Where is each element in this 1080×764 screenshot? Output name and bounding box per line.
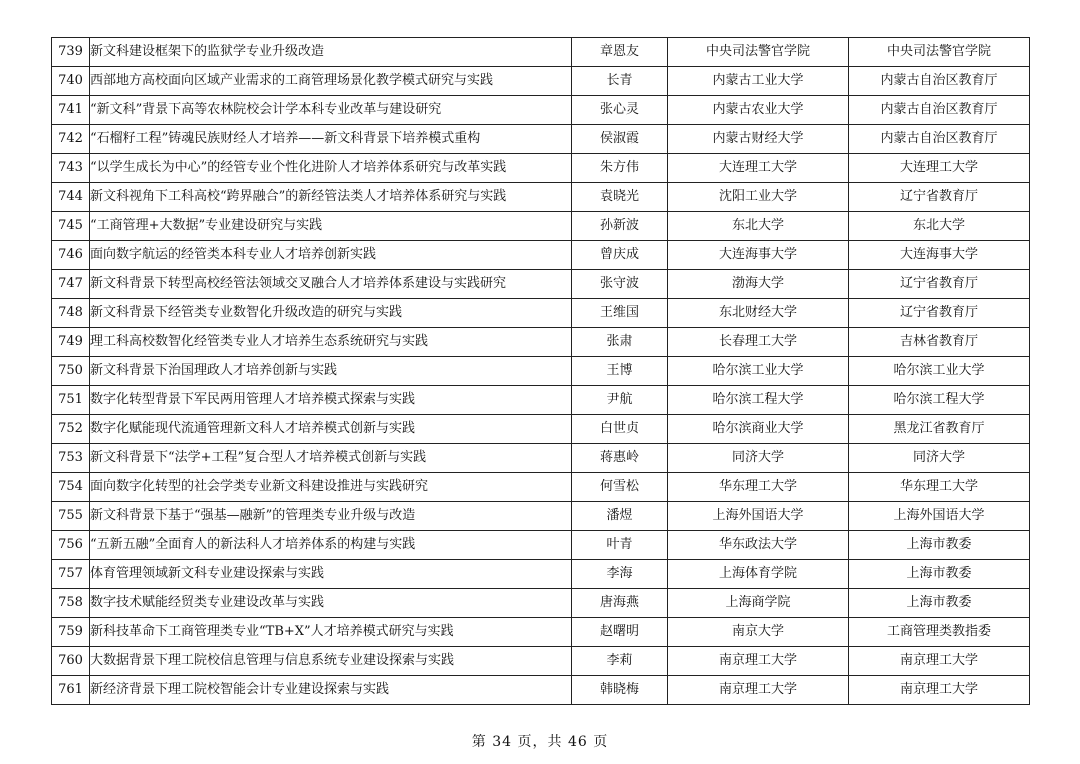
- project-number: 758: [52, 589, 90, 618]
- project-number: 740: [52, 67, 90, 96]
- table-row: [52, 415, 1030, 444]
- project-leader: 袁晓光: [572, 183, 668, 212]
- project-number: 744: [52, 183, 90, 212]
- table-row: [52, 299, 1030, 328]
- school-name: 东北财经大学: [668, 299, 849, 328]
- project-title: 数字化赋能现代流通管理新文科人才培养模式创新与实践: [90, 415, 572, 444]
- table-row: [52, 67, 1030, 96]
- project-title: 新文科背景下基于“强基—融新”的管理类专业升级与改造: [90, 502, 572, 531]
- recommending-department: 大连海事大学: [849, 241, 1030, 270]
- school-name: 长春理工大学: [668, 328, 849, 357]
- school-name: 大连理工大学: [668, 154, 849, 183]
- recommending-department: 辽宁省教育厅: [849, 299, 1030, 328]
- recommending-department: 上海外国语大学: [849, 502, 1030, 531]
- recommending-department: 南京理工大学: [849, 647, 1030, 676]
- project-number: 745: [52, 212, 90, 241]
- project-number: 754: [52, 473, 90, 502]
- school-name: 大连海事大学: [668, 241, 849, 270]
- table-row: [52, 676, 1030, 705]
- project-title: 西部地方高校面向区域产业需求的工商管理场景化教学模式研究与实践: [90, 67, 572, 96]
- table-row: [52, 502, 1030, 531]
- recommending-department: 内蒙古自治区教育厅: [849, 96, 1030, 125]
- school-name: 内蒙古工业大学: [668, 67, 849, 96]
- recommending-department: 上海市教委: [849, 589, 1030, 618]
- recommending-department: 吉林省教育厅: [849, 328, 1030, 357]
- recommending-department: 中央司法警官学院: [849, 38, 1030, 67]
- project-leader: 张肃: [572, 328, 668, 357]
- project-leader: 张守波: [572, 270, 668, 299]
- table-row: [52, 560, 1030, 589]
- table-row: [52, 38, 1030, 67]
- project-table: [51, 37, 1030, 705]
- table-row: [52, 270, 1030, 299]
- table-row: [52, 531, 1030, 560]
- project-title: 新文科背景下经管类专业数智化升级改造的研究与实践: [90, 299, 572, 328]
- project-title: 新文科背景下转型高校经管法领域交叉融合人才培养体系建设与实践研究: [90, 270, 572, 299]
- project-leader: 王博: [572, 357, 668, 386]
- table-row: [52, 96, 1030, 125]
- project-title: 理工科高校数智化经管类专业人才培养生态系统研究与实践: [90, 328, 572, 357]
- project-leader: 朱方伟: [572, 154, 668, 183]
- project-title: 大数据背景下理工院校信息管理与信息系统专业建设探索与实践: [90, 647, 572, 676]
- project-leader: 唐海燕: [572, 589, 668, 618]
- table-row: [52, 183, 1030, 212]
- project-title: 新科技革命下工商管理类专业“TB+X”人才培养模式研究与实践: [90, 618, 572, 647]
- project-leader: 曾庆成: [572, 241, 668, 270]
- project-number: 741: [52, 96, 90, 125]
- project-leader: 长青: [572, 67, 668, 96]
- project-title: 数字技术赋能经贸类专业建设改革与实践: [90, 589, 572, 618]
- school-name: 内蒙古财经大学: [668, 125, 849, 154]
- project-title: “五新五融”全面育人的新法科人才培养体系的构建与实践: [90, 531, 572, 560]
- project-number: 742: [52, 125, 90, 154]
- recommending-department: 哈尔滨工程大学: [849, 386, 1030, 415]
- project-number: 761: [52, 676, 90, 705]
- recommending-department: 哈尔滨工业大学: [849, 357, 1030, 386]
- project-title: 新经济背景下理工院校智能会计专业建设探索与实践: [90, 676, 572, 705]
- project-table-body: [52, 38, 1030, 705]
- recommending-department: 辽宁省教育厅: [849, 270, 1030, 299]
- recommending-department: 辽宁省教育厅: [849, 183, 1030, 212]
- table-row: [52, 241, 1030, 270]
- project-number: 739: [52, 38, 90, 67]
- project-number: 757: [52, 560, 90, 589]
- recommending-department: 工商管理类教指委: [849, 618, 1030, 647]
- project-leader: 蒋惠岭: [572, 444, 668, 473]
- table-row: [52, 444, 1030, 473]
- project-leader: 孙新波: [572, 212, 668, 241]
- table-row: [52, 589, 1030, 618]
- project-number: 756: [52, 531, 90, 560]
- project-leader: 赵曙明: [572, 618, 668, 647]
- project-leader: 李海: [572, 560, 668, 589]
- table-row: [52, 212, 1030, 241]
- school-name: 哈尔滨工程大学: [668, 386, 849, 415]
- project-leader: 潘煜: [572, 502, 668, 531]
- project-number: 753: [52, 444, 90, 473]
- project-title: “以学生成长为中心”的经管专业个性化进阶人才培养体系研究与改革实践: [90, 154, 572, 183]
- recommending-department: 上海市教委: [849, 560, 1030, 589]
- recommending-department: 内蒙古自治区教育厅: [849, 67, 1030, 96]
- project-title: “新文科”背景下高等农林院校会计学本科专业改革与建设研究: [90, 96, 572, 125]
- project-leader: 张心灵: [572, 96, 668, 125]
- school-name: 上海体育学院: [668, 560, 849, 589]
- school-name: 南京理工大学: [668, 676, 849, 705]
- project-title: 面向数字航运的经管类本科专业人才培养创新实践: [90, 241, 572, 270]
- table-row: [52, 618, 1030, 647]
- school-name: 上海商学院: [668, 589, 849, 618]
- school-name: 华东理工大学: [668, 473, 849, 502]
- table-row: [52, 125, 1030, 154]
- project-number: 752: [52, 415, 90, 444]
- project-number: 760: [52, 647, 90, 676]
- project-number: 749: [52, 328, 90, 357]
- project-number: 755: [52, 502, 90, 531]
- recommending-department: 大连理工大学: [849, 154, 1030, 183]
- school-name: 南京理工大学: [668, 647, 849, 676]
- project-title: 面向数字化转型的社会学类专业新文科建设推进与实践研究: [90, 473, 572, 502]
- project-title: 数字化转型背景下军民两用管理人才培养模式探索与实践: [90, 386, 572, 415]
- table-row: [52, 386, 1030, 415]
- project-title: 新文科背景下治国理政人才培养创新与实践: [90, 357, 572, 386]
- recommending-department: 内蒙古自治区教育厅: [849, 125, 1030, 154]
- project-title: “石榴籽工程”铸魂民族财经人才培养——新文科背景下培养模式重构: [90, 125, 572, 154]
- recommending-department: 上海市教委: [849, 531, 1030, 560]
- recommending-department: 华东理工大学: [849, 473, 1030, 502]
- project-leader: 李莉: [572, 647, 668, 676]
- page-number: 第 34 页，共 46 页: [471, 734, 609, 750]
- school-name: 中央司法警官学院: [668, 38, 849, 67]
- school-name: 南京大学: [668, 618, 849, 647]
- school-name: 内蒙古农业大学: [668, 96, 849, 125]
- project-number: 747: [52, 270, 90, 299]
- project-leader: 侯淑霞: [572, 125, 668, 154]
- project-number: 743: [52, 154, 90, 183]
- project-number: 759: [52, 618, 90, 647]
- recommending-department: 黑龙江省教育厅: [849, 415, 1030, 444]
- recommending-department: 东北大学: [849, 212, 1030, 241]
- project-title: 体育管理领域新文科专业建设探索与实践: [90, 560, 572, 589]
- school-name: 哈尔滨工业大学: [668, 357, 849, 386]
- school-name: 渤海大学: [668, 270, 849, 299]
- project-title: 新文科视角下工科高校“跨界融合”的新经管法类人才培养体系研究与实践: [90, 183, 572, 212]
- school-name: 同济大学: [668, 444, 849, 473]
- table-row: [52, 357, 1030, 386]
- project-leader: 何雪松: [572, 473, 668, 502]
- school-name: 沈阳工业大学: [668, 183, 849, 212]
- project-leader: 白世贞: [572, 415, 668, 444]
- table-row: [52, 328, 1030, 357]
- school-name: 华东政法大学: [668, 531, 849, 560]
- project-number: 751: [52, 386, 90, 415]
- project-leader: 叶青: [572, 531, 668, 560]
- school-name: 哈尔滨商业大学: [668, 415, 849, 444]
- project-leader: 王维国: [572, 299, 668, 328]
- recommending-department: 同济大学: [849, 444, 1030, 473]
- project-title: 新文科建设框架下的监狱学专业升级改造: [90, 38, 572, 67]
- table-row: [52, 473, 1030, 502]
- project-number: 746: [52, 241, 90, 270]
- school-name: 东北大学: [668, 212, 849, 241]
- recommending-department: 南京理工大学: [849, 676, 1030, 705]
- project-number: 748: [52, 299, 90, 328]
- table-row: [52, 647, 1030, 676]
- project-leader: 韩晓梅: [572, 676, 668, 705]
- project-title: 新文科背景下“法学+工程”复合型人才培养模式创新与实践: [90, 444, 572, 473]
- project-leader: 章恩友: [572, 38, 668, 67]
- table-row: [52, 154, 1030, 183]
- project-title: “工商管理+大数据”专业建设研究与实践: [90, 212, 572, 241]
- project-number: 750: [52, 357, 90, 386]
- school-name: 上海外国语大学: [668, 502, 849, 531]
- project-leader: 尹航: [572, 386, 668, 415]
